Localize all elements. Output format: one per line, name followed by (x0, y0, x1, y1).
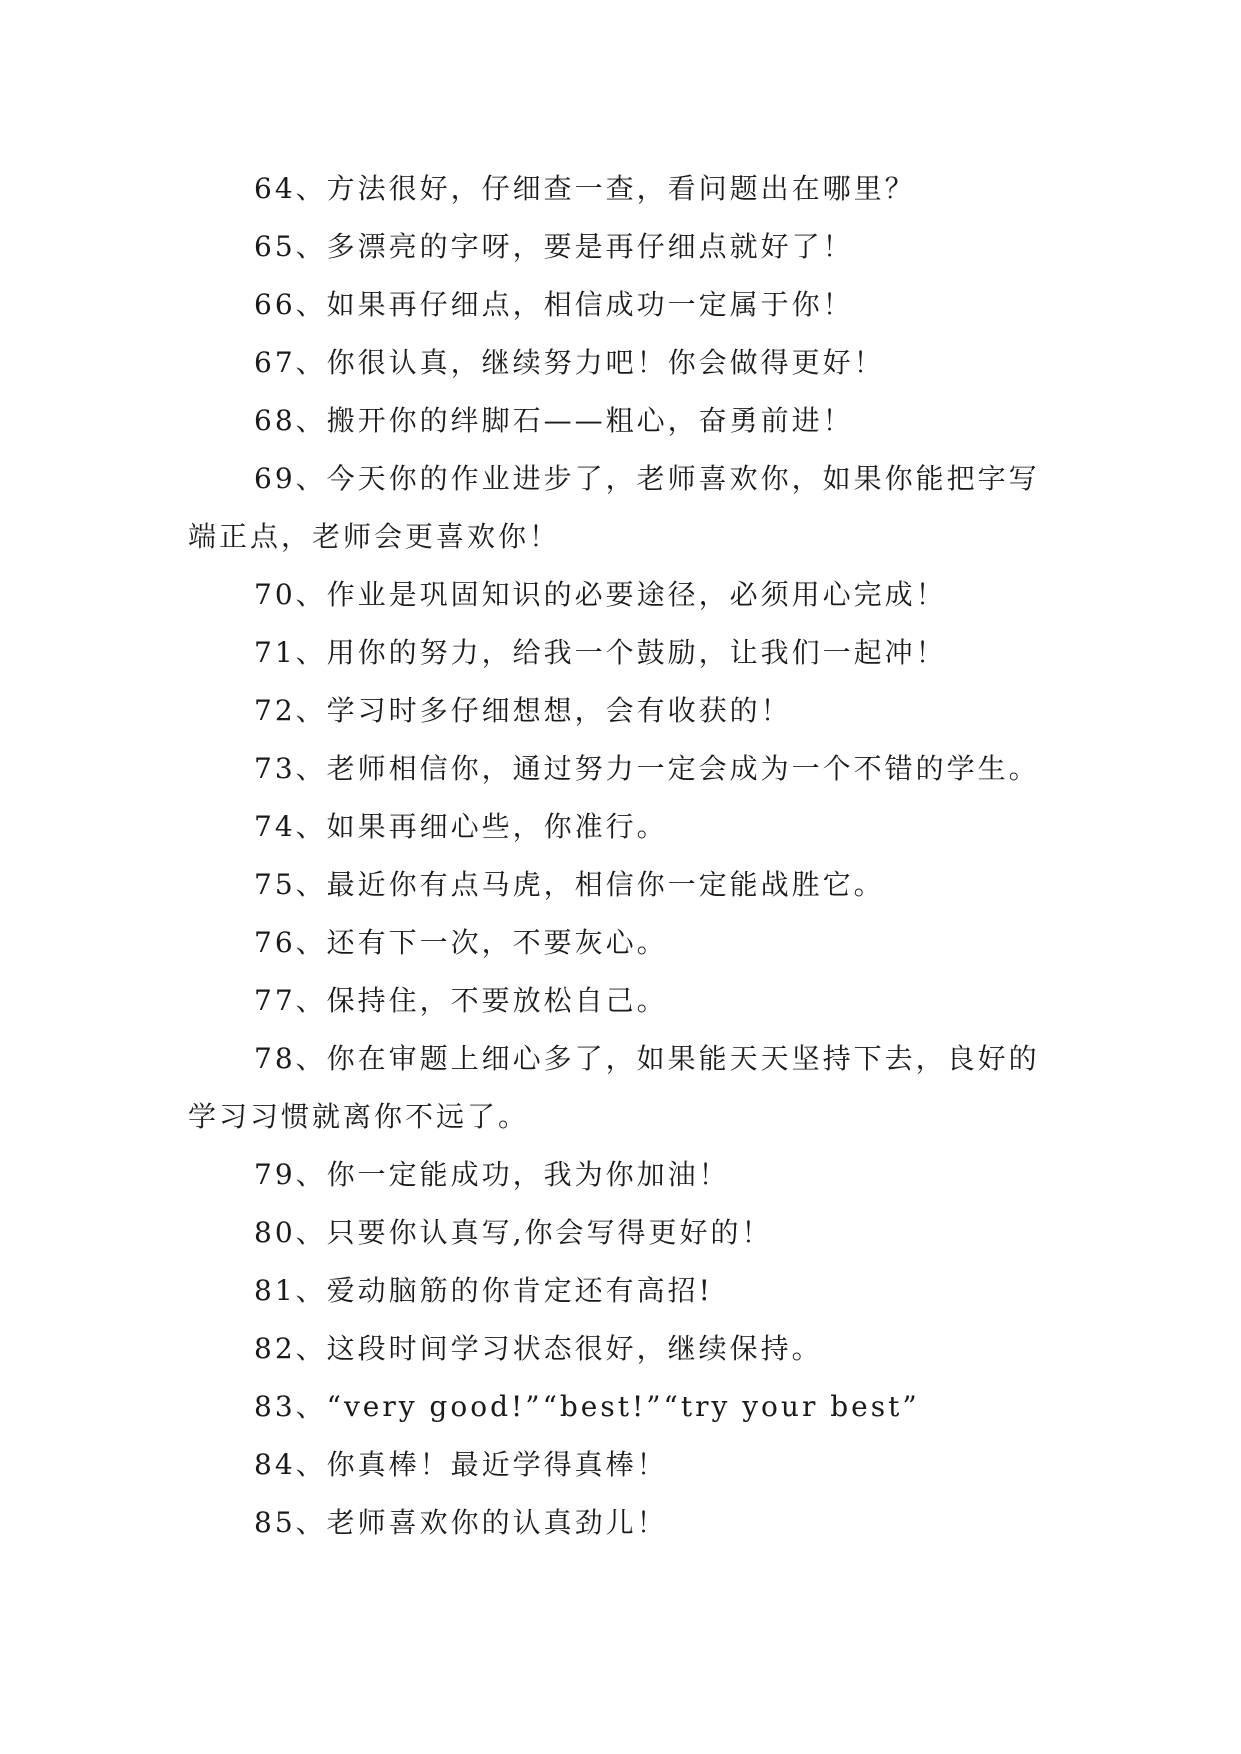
paragraph-64: 64、方法很好，仔细查一查，看问题出在哪里？ (254, 172, 916, 205)
paragraph-73: 73、老师相信你，通过努力一定会成为一个不错的学生。 (254, 752, 1040, 785)
paragraph-85: 85、老师喜欢你的认真劲儿！ (254, 1506, 668, 1539)
paragraph-68: 68、搬开你的绊脚石——粗心，奋勇前进！ (254, 404, 854, 437)
paragraph-76: 76、还有下一次，不要灰心。 (254, 926, 668, 959)
paragraph-70: 70、作业是巩固知识的必要途径，必须用心完成！ (254, 578, 947, 611)
paragraph-80: 80、只要你认真写,你会写得更好的！ (254, 1216, 773, 1249)
paragraph-81: 81、爱动脑筋的你肯定还有高招! (254, 1274, 713, 1307)
paragraph-74: 74、如果再细心些，你准行。 (254, 810, 668, 843)
paragraph-84: 84、你真棒！最近学得真棒！ (254, 1448, 668, 1481)
paragraph-66: 66、如果再仔细点，相信成功一定属于你！ (254, 288, 854, 321)
paragraph-69: 69、今天你的作业进步了，老师喜欢你，如果你能把字写端正点，老师会更喜欢你！ (188, 462, 1040, 553)
paragraph-77: 77、保持住，不要放松自己。 (254, 984, 668, 1017)
paragraph-71: 71、用你的努力，给我一个鼓励，让我们一起冲！ (254, 636, 947, 669)
paragraph-72: 72、学习时多仔细想想，会有收获的！ (254, 694, 792, 727)
document-body (188, 160, 1058, 1552)
paragraph-78: 78、你在审题上细心多了，如果能天天坚持下去，良好的学习习惯就离你不远了。 (188, 1042, 1040, 1133)
paragraph-83: 83、“very good!”“best!”“try your best” (254, 1390, 920, 1423)
paragraph-79: 79、你一定能成功，我为你加油！ (254, 1158, 730, 1191)
paragraph-65: 65、多漂亮的字呀，要是再仔细点就好了！ (254, 230, 854, 263)
paragraph-67: 67、你很认真，继续努力吧！你会做得更好！ (254, 346, 885, 379)
paragraph-82: 82、这段时间学习状态很好，继续保持。 (254, 1332, 823, 1365)
paragraph-75: 75、最近你有点马虎，相信你一定能战胜它。 (254, 868, 885, 901)
